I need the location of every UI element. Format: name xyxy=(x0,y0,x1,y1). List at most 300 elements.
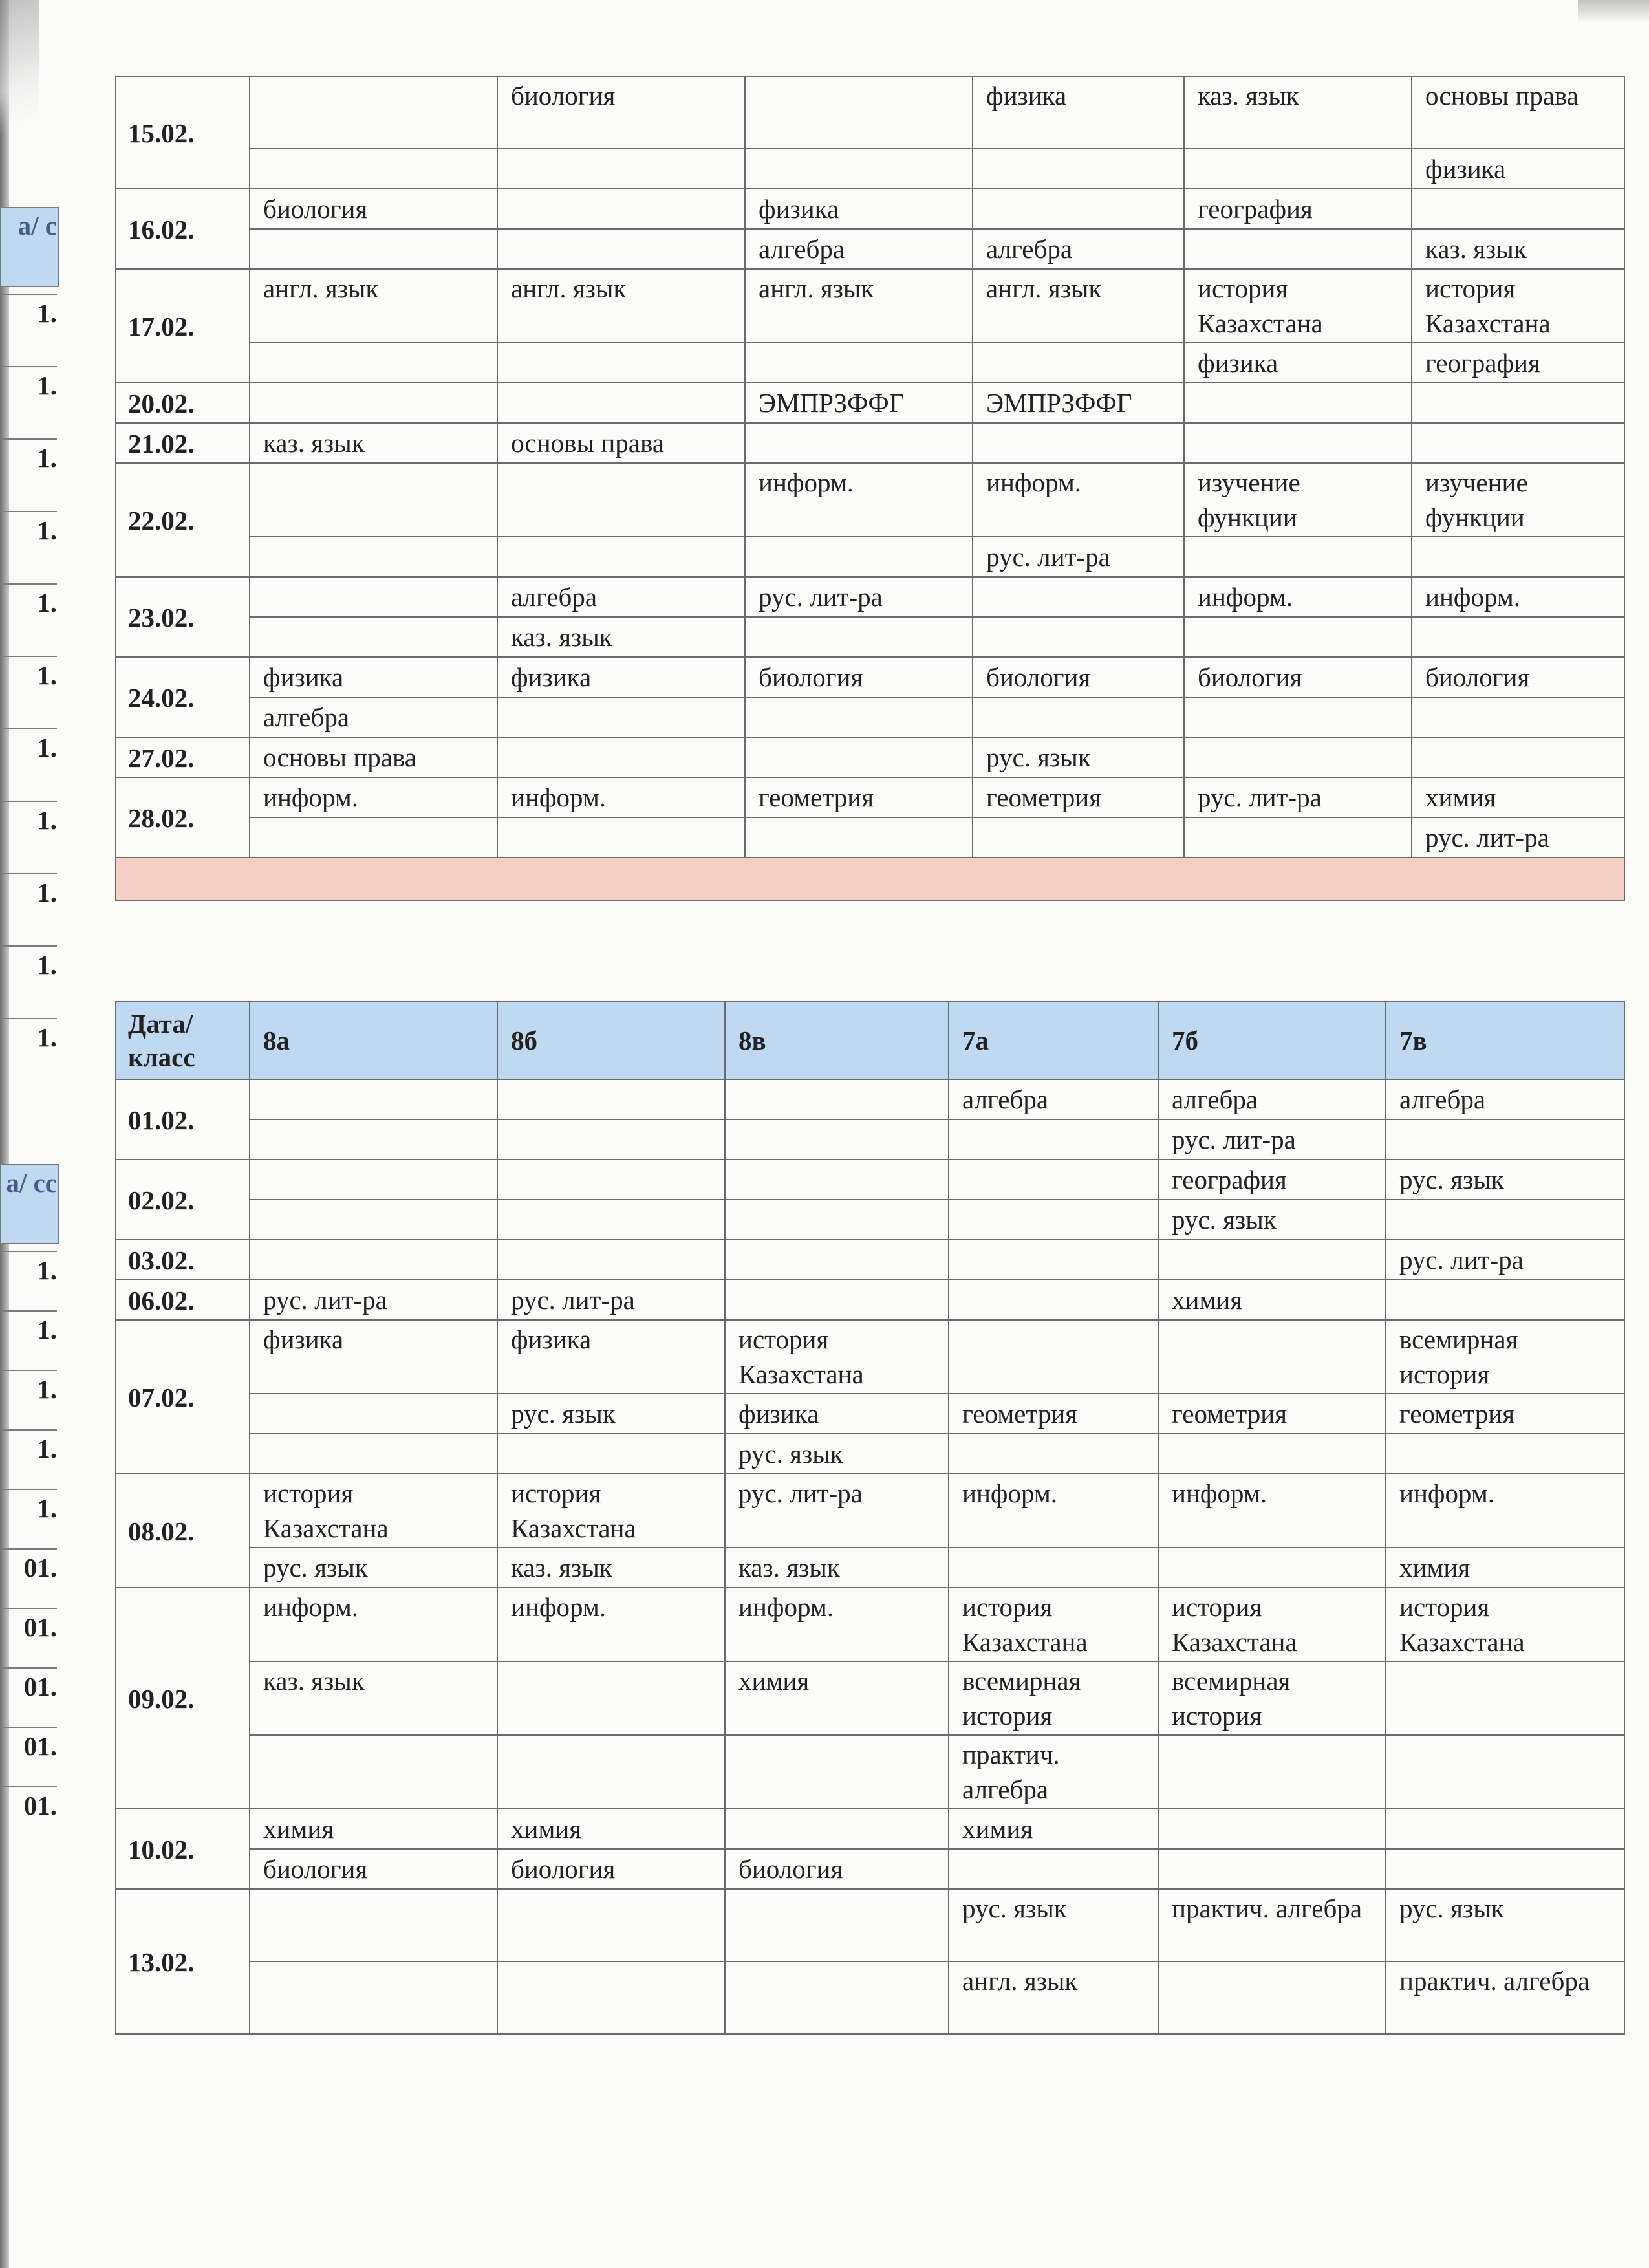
table-row xyxy=(116,423,1624,463)
subject-cell xyxy=(1158,1240,1386,1280)
subject-cell xyxy=(725,1889,949,1961)
header-row xyxy=(116,1002,1624,1079)
subject-cell: химия xyxy=(949,1809,1158,1849)
subject-cell: рус. лит-ра xyxy=(497,1280,725,1320)
subject-cell xyxy=(725,1735,949,1809)
subject-cell xyxy=(497,1200,725,1240)
subject-cell: химия xyxy=(1386,1548,1624,1588)
subject-cell xyxy=(250,463,497,537)
subject-cell xyxy=(949,1320,1158,1394)
subject-cell: биология xyxy=(725,1849,949,1889)
subject-cell: рус. лит-ра xyxy=(1158,1119,1386,1160)
fragment-row-label: 1. xyxy=(37,1255,57,1285)
table-row xyxy=(116,1434,1624,1474)
subject-cell xyxy=(497,463,745,537)
fragment-row-label: 1. xyxy=(37,1022,57,1052)
subject-cell xyxy=(725,1240,949,1280)
subject-cell xyxy=(973,343,1184,383)
subject-cell: физика xyxy=(973,76,1184,149)
table-row xyxy=(116,343,1624,383)
separator-cell xyxy=(116,858,1624,900)
date-cell: 03.02. xyxy=(116,1240,250,1280)
subject-cell xyxy=(745,817,973,858)
subject-cell: алгебра xyxy=(745,229,973,269)
subject-cell: основы права xyxy=(250,737,497,777)
fragment-row-line xyxy=(0,728,57,729)
subject-cell: геометрия xyxy=(949,1394,1158,1434)
subject-cell: каз. язык xyxy=(250,423,497,463)
subject-cell xyxy=(250,1735,497,1809)
subject-cell: рус. лит-ра xyxy=(973,537,1184,577)
subject-cell xyxy=(1158,1548,1386,1588)
subject-cell: англ. язык xyxy=(745,269,973,343)
subject-cell xyxy=(1412,383,1624,423)
subject-cell: практич. алгебра xyxy=(949,1735,1158,1809)
subject-cell: биология xyxy=(1412,657,1624,697)
subject-cell xyxy=(745,617,973,657)
subject-cell xyxy=(250,817,497,858)
subject-cell: история Казахстана xyxy=(1184,269,1412,343)
date-cell: 07.02. xyxy=(116,1320,250,1474)
subject-cell: история Казахстана xyxy=(497,1474,725,1548)
schedule-table-grades-7-8 xyxy=(115,1001,1625,2035)
subject-cell: информ. xyxy=(1158,1474,1386,1548)
subject-cell: информ. xyxy=(949,1474,1158,1548)
subject-cell xyxy=(250,1240,497,1280)
subject-cell xyxy=(1386,1119,1624,1160)
table-row xyxy=(116,617,1624,657)
subject-cell: каз. язык xyxy=(1412,229,1624,269)
table-row xyxy=(116,817,1624,858)
subject-cell xyxy=(725,1961,949,2034)
header-date-class: Дата/ класс xyxy=(116,1002,250,1079)
subject-cell xyxy=(949,1200,1158,1240)
subject-cell xyxy=(497,1119,725,1160)
subject-cell xyxy=(1184,617,1412,657)
subject-cell: информ. xyxy=(1412,577,1624,617)
subject-cell xyxy=(745,423,973,463)
table-row xyxy=(116,1849,1624,1889)
subject-cell xyxy=(1158,1434,1386,1474)
subject-cell xyxy=(725,1200,949,1240)
subject-cell xyxy=(1386,1434,1624,1474)
fragment-row-label: 1. xyxy=(37,443,57,473)
date-cell: 06.02. xyxy=(116,1280,250,1320)
subject-cell: рус. язык xyxy=(973,737,1184,777)
fragment-row-label: 01. xyxy=(23,1731,57,1761)
subject-cell: информ. xyxy=(250,1588,497,1661)
subject-cell xyxy=(973,423,1184,463)
subject-cell xyxy=(1184,537,1412,577)
subject-cell: изучение функции xyxy=(1184,463,1412,537)
subject-cell xyxy=(250,1079,497,1119)
table-row xyxy=(116,1889,1624,1961)
subject-cell: география xyxy=(1158,1160,1386,1200)
subject-cell: информ. xyxy=(497,777,745,817)
subject-cell xyxy=(1184,229,1412,269)
table-row xyxy=(116,1320,1624,1394)
table-row xyxy=(116,1588,1624,1661)
table-row xyxy=(116,229,1624,269)
table-row xyxy=(116,1548,1624,1588)
table-row xyxy=(116,657,1624,697)
fragment-row-line xyxy=(0,873,57,874)
subject-cell: рус. язык xyxy=(497,1394,725,1434)
subject-cell: рус. язык xyxy=(1158,1200,1386,1240)
fragment-row-label: 01. xyxy=(23,1672,57,1701)
subject-cell: англ. язык xyxy=(949,1961,1158,2034)
fragment-header-label: а/ сс xyxy=(6,1168,57,1198)
subject-cell: геометрия xyxy=(1386,1394,1624,1434)
fragment-row-line xyxy=(0,366,57,367)
fragment-row-line xyxy=(0,1429,57,1431)
subject-cell xyxy=(1412,189,1624,229)
table-row xyxy=(116,1160,1624,1200)
subject-cell: биология xyxy=(250,189,497,229)
subject-cell xyxy=(250,577,497,617)
subject-cell xyxy=(250,1200,497,1240)
fragment-row-line xyxy=(0,438,57,440)
subject-cell: история Казахстана xyxy=(949,1588,1158,1661)
subject-cell: рус. лит-ра xyxy=(745,577,973,617)
subject-cell: химия xyxy=(1158,1280,1386,1320)
fragment-row-label: 1. xyxy=(37,660,57,690)
subject-cell xyxy=(725,1280,949,1320)
subject-cell: география xyxy=(1412,343,1624,383)
header-class: 7в xyxy=(1386,1002,1624,1079)
header-class: 7б xyxy=(1158,1002,1386,1079)
table-row xyxy=(116,1735,1624,1809)
subject-cell: рус. лит-ра xyxy=(1184,777,1412,817)
subject-cell xyxy=(1386,1735,1624,1809)
subject-cell: алгебра xyxy=(497,577,745,617)
subject-cell xyxy=(250,76,497,149)
subject-cell xyxy=(1184,383,1412,423)
subject-cell: информ. xyxy=(497,1588,725,1661)
subject-cell xyxy=(250,1961,497,2034)
subject-cell: алгебра xyxy=(973,229,1184,269)
subject-cell xyxy=(497,1961,725,2034)
subject-cell: рус. язык xyxy=(725,1434,949,1474)
subject-cell: англ. язык xyxy=(497,269,745,343)
subject-cell: информ. xyxy=(1386,1474,1624,1548)
subject-cell: каз. язык xyxy=(1184,76,1412,149)
subject-cell: рус. язык xyxy=(1386,1889,1624,1961)
subject-cell xyxy=(1184,149,1412,189)
fragment-row-line xyxy=(0,1548,57,1550)
subject-cell: история Казахстана xyxy=(725,1320,949,1394)
subject-cell xyxy=(497,383,745,423)
table-row xyxy=(116,76,1624,149)
subject-cell: биология xyxy=(250,1849,497,1889)
fragment-row-label: 1. xyxy=(37,1493,57,1523)
subject-cell xyxy=(725,1119,949,1160)
subject-cell xyxy=(497,817,745,858)
subject-cell: биология xyxy=(745,657,973,697)
subject-cell xyxy=(250,1394,497,1434)
table-row xyxy=(116,1661,1624,1735)
subject-cell: история Казахстана xyxy=(250,1474,497,1548)
subject-cell: каз. язык xyxy=(497,1548,725,1588)
subject-cell: физика xyxy=(497,657,745,697)
subject-cell: информ. xyxy=(1184,577,1412,617)
subject-cell xyxy=(973,617,1184,657)
subject-cell: геометрия xyxy=(973,777,1184,817)
fragment-row-line xyxy=(0,656,57,657)
subject-cell xyxy=(745,737,973,777)
fragment-row-line xyxy=(0,1786,57,1787)
left-fragment-bottom xyxy=(0,1164,57,1888)
table-row xyxy=(116,1961,1624,2034)
subject-cell: англ. язык xyxy=(250,269,497,343)
table-row xyxy=(116,189,1624,229)
subject-cell xyxy=(497,1889,725,1961)
subject-cell xyxy=(949,1119,1158,1160)
table-row xyxy=(116,149,1624,189)
subject-cell xyxy=(949,1849,1158,1889)
subject-cell xyxy=(1386,1849,1624,1889)
subject-cell: всемирная история xyxy=(949,1661,1158,1735)
subject-cell xyxy=(1158,1809,1386,1849)
fragment-row-line xyxy=(0,1608,57,1609)
header-class: 8а xyxy=(250,1002,497,1079)
subject-cell: информ. xyxy=(725,1588,949,1661)
fragment-row-line xyxy=(0,1310,57,1312)
date-cell: 17.02. xyxy=(116,269,250,383)
fragment-row-line xyxy=(0,1370,57,1371)
table-row xyxy=(116,1119,1624,1160)
date-cell: 24.02. xyxy=(116,657,250,737)
table-row xyxy=(116,1079,1624,1119)
table-row xyxy=(116,577,1624,617)
subject-cell: геометрия xyxy=(1158,1394,1386,1434)
subject-cell xyxy=(250,1119,497,1160)
subject-cell: рус. лит-ра xyxy=(1386,1240,1624,1280)
table-row xyxy=(116,269,1624,343)
subject-cell xyxy=(250,617,497,657)
subject-cell xyxy=(497,1079,725,1119)
subject-cell xyxy=(1184,697,1412,737)
subject-cell xyxy=(745,149,973,189)
subject-cell xyxy=(1158,1849,1386,1889)
table-row xyxy=(116,777,1624,817)
subject-cell: рус. язык xyxy=(949,1889,1158,1961)
subject-cell xyxy=(949,1434,1158,1474)
subject-cell xyxy=(250,1160,497,1200)
fragment-row-label: 1. xyxy=(37,733,57,762)
subject-cell xyxy=(973,149,1184,189)
subject-cell xyxy=(1412,737,1624,777)
table-row xyxy=(116,1200,1624,1240)
fragment-row-line xyxy=(0,1489,57,1490)
table-row xyxy=(116,737,1624,777)
subject-cell xyxy=(497,537,745,577)
subject-cell: рус. лит-ра xyxy=(250,1280,497,1320)
subject-cell: ЭМПРЗФФГ xyxy=(973,383,1184,423)
subject-cell xyxy=(725,1079,949,1119)
subject-cell xyxy=(1386,1200,1624,1240)
subject-cell: алгебра xyxy=(1386,1079,1624,1119)
subject-cell xyxy=(250,229,497,269)
subject-cell xyxy=(1412,537,1624,577)
fragment-row-line xyxy=(0,511,57,512)
date-cell: 23.02. xyxy=(116,577,250,657)
fragment-header-label: а/ с xyxy=(17,211,57,241)
subject-cell: химия xyxy=(725,1661,949,1735)
subject-cell: рус. лит-ра xyxy=(725,1474,949,1548)
subject-cell xyxy=(497,149,745,189)
header-class: 8б xyxy=(497,1002,725,1079)
fragment-row-label: 1. xyxy=(37,1434,57,1463)
subject-cell xyxy=(250,1889,497,1961)
subject-cell: физика xyxy=(250,657,497,697)
subject-cell: история Казахстана xyxy=(1386,1588,1624,1661)
subject-cell: физика xyxy=(725,1394,949,1434)
fragment-row-label: 1. xyxy=(37,371,57,400)
subject-cell xyxy=(1412,617,1624,657)
subject-cell xyxy=(725,1160,949,1200)
subject-cell xyxy=(949,1280,1158,1320)
subject-cell xyxy=(1184,817,1412,858)
fragment-row-label: 01. xyxy=(23,1791,57,1820)
separator-row xyxy=(116,858,1624,900)
subject-cell: ЭМПРЗФФГ xyxy=(745,383,973,423)
subject-cell xyxy=(1158,1961,1386,2034)
subject-cell xyxy=(250,383,497,423)
fragment-row-label: 1. xyxy=(37,515,57,545)
fragment-row-label: 01. xyxy=(23,1612,57,1642)
subject-cell xyxy=(250,343,497,383)
subject-cell xyxy=(1184,737,1412,777)
subject-cell: история Казахстана xyxy=(1158,1588,1386,1661)
table-row xyxy=(116,537,1624,577)
header-class: 7а xyxy=(949,1002,1158,1079)
subject-cell: биология xyxy=(497,76,745,149)
subject-cell xyxy=(1386,1661,1624,1735)
subject-cell xyxy=(973,577,1184,617)
subject-cell: физика xyxy=(497,1320,725,1394)
subject-cell: биология xyxy=(497,1849,725,1889)
subject-cell: информ. xyxy=(745,463,973,537)
subject-cell xyxy=(497,1434,725,1474)
subject-cell xyxy=(1412,697,1624,737)
subject-cell: история Казахстана xyxy=(1412,269,1624,343)
fragment-row-label: 1. xyxy=(37,805,57,835)
subject-cell: информ. xyxy=(250,777,497,817)
subject-cell xyxy=(1184,423,1412,463)
subject-cell: химия xyxy=(497,1809,725,1849)
subject-cell: физика xyxy=(745,189,973,229)
subject-cell: биология xyxy=(1184,657,1412,697)
subject-cell: рус. язык xyxy=(1386,1160,1624,1200)
fragment-row-label: 1. xyxy=(37,298,57,328)
date-cell: 27.02. xyxy=(116,737,250,777)
subject-cell: основы права xyxy=(497,423,745,463)
table-row xyxy=(116,1280,1624,1320)
subject-cell xyxy=(250,1434,497,1474)
subject-cell: изучение функции xyxy=(1412,463,1624,537)
fragment-row-label: 1. xyxy=(37,1374,57,1404)
subject-cell: практич. алгебра xyxy=(1386,1961,1624,2034)
date-cell: 21.02. xyxy=(116,423,250,463)
fragment-row-label: 1. xyxy=(37,950,57,980)
subject-cell: всемирная история xyxy=(1158,1661,1386,1735)
subject-cell xyxy=(745,343,973,383)
subject-cell xyxy=(973,817,1184,858)
subject-cell: алгебра xyxy=(250,697,497,737)
date-cell: 09.02. xyxy=(116,1588,250,1809)
fragment-row-label: 1. xyxy=(37,878,57,907)
subject-cell: практич. алгебра xyxy=(1158,1889,1386,1961)
subject-cell: биология xyxy=(973,657,1184,697)
date-cell: 20.02. xyxy=(116,383,250,423)
subject-cell xyxy=(497,229,745,269)
fragment-row-line xyxy=(0,945,57,947)
subject-cell: геометрия xyxy=(745,777,973,817)
fragment-row-line xyxy=(0,1667,57,1669)
fragment-row-label: 1. xyxy=(37,588,57,618)
date-cell: 15.02. xyxy=(116,76,250,189)
subject-cell xyxy=(949,1240,1158,1280)
table-row xyxy=(116,1809,1624,1849)
subject-cell xyxy=(745,697,973,737)
date-cell: 22.02. xyxy=(116,463,250,577)
subject-cell: каз. язык xyxy=(250,1661,497,1735)
fragment-row-line xyxy=(0,294,57,295)
table-row xyxy=(116,463,1624,537)
subject-cell xyxy=(497,1735,725,1809)
subject-cell: физика xyxy=(1184,343,1412,383)
subject-cell xyxy=(1386,1280,1624,1320)
subject-cell: алгебра xyxy=(1158,1079,1386,1119)
subject-cell xyxy=(1158,1320,1386,1394)
subject-cell: рус. язык xyxy=(250,1548,497,1588)
subject-cell xyxy=(1386,1809,1624,1849)
subject-cell: каз. язык xyxy=(497,617,745,657)
subject-cell xyxy=(497,737,745,777)
fragment-row-label: 01. xyxy=(23,1553,57,1582)
subject-cell xyxy=(497,343,745,383)
subject-cell xyxy=(497,1160,725,1200)
table-row xyxy=(116,697,1624,737)
subject-cell: физика xyxy=(250,1320,497,1394)
date-cell: 08.02. xyxy=(116,1474,250,1588)
subject-cell xyxy=(1412,423,1624,463)
subject-cell xyxy=(745,76,973,149)
subject-cell: рус. лит-ра xyxy=(1412,817,1624,858)
scan-corner-shadow xyxy=(0,0,39,155)
date-cell: 01.02. xyxy=(116,1079,250,1160)
subject-cell xyxy=(250,537,497,577)
fragment-row-line xyxy=(0,1018,57,1019)
subject-cell xyxy=(497,189,745,229)
table-row xyxy=(116,1394,1624,1434)
subject-cell: география xyxy=(1184,189,1412,229)
date-cell: 16.02. xyxy=(116,189,250,269)
subject-cell: алгебра xyxy=(949,1079,1158,1119)
subject-cell xyxy=(973,697,1184,737)
scan-top-right-shadow xyxy=(1578,0,1649,23)
fragment-row-line xyxy=(0,1251,57,1252)
subject-cell xyxy=(497,1661,725,1735)
subject-cell xyxy=(973,189,1184,229)
subject-cell xyxy=(745,537,973,577)
date-cell: 10.02. xyxy=(116,1809,250,1889)
subject-cell xyxy=(1158,1735,1386,1809)
subject-cell: англ. язык xyxy=(973,269,1184,343)
subject-cell xyxy=(949,1548,1158,1588)
schedule-table-february-second-half xyxy=(115,76,1625,901)
